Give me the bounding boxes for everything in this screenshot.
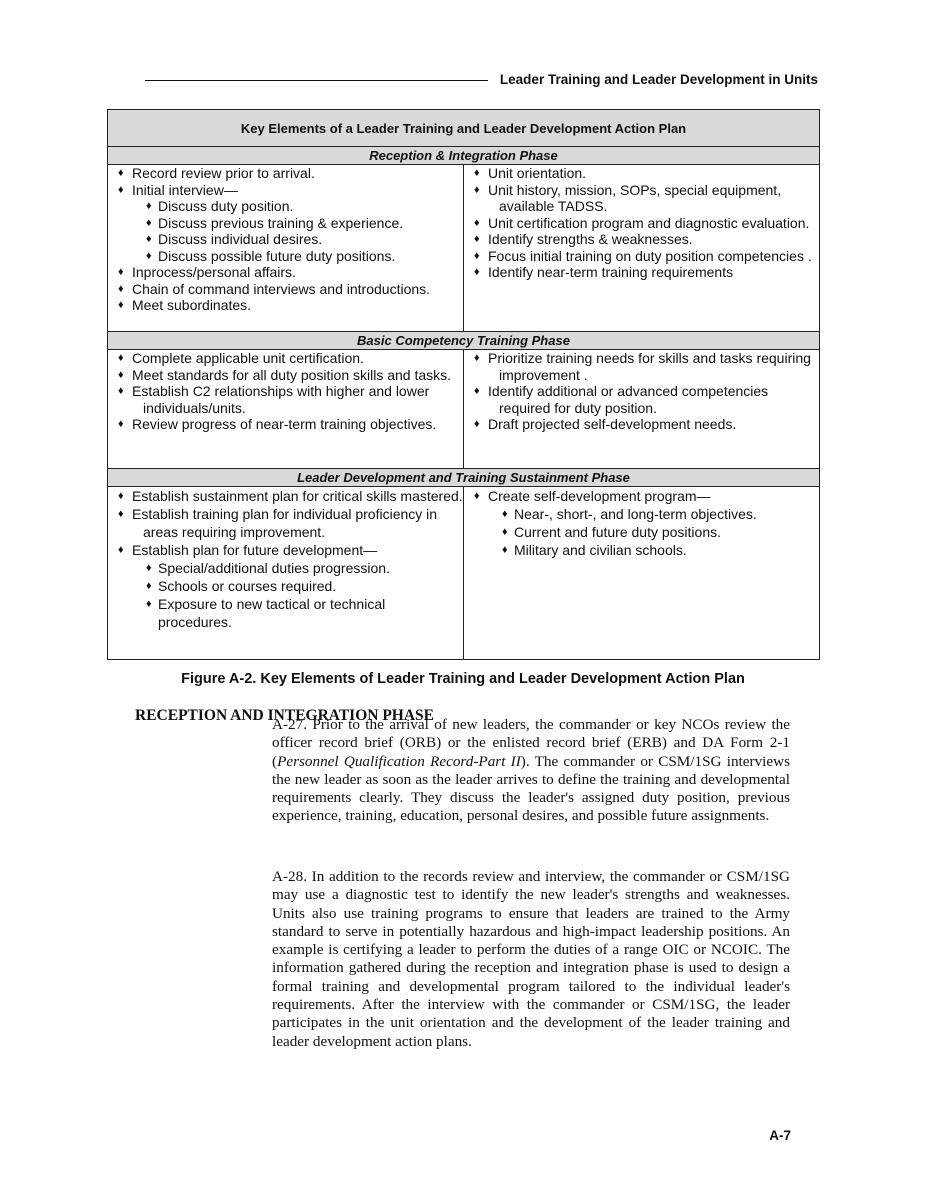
figure-caption: Figure A-2. Key Elements of Leader Training and Leader Development Action Plan <box>181 671 745 687</box>
list-item-text: Establish plan for future development— <box>132 542 378 558</box>
list-item-text: Create self-development program— <box>488 488 711 504</box>
list-item <box>108 487 463 505</box>
list-item-text: Discuss previous training & experience. <box>158 214 404 231</box>
phase-right-cell <box>464 350 820 469</box>
diamond-bullet-icon: ♦ <box>118 282 124 295</box>
diamond-bullet-icon: ♦ <box>118 352 124 364</box>
phase-left-cell <box>108 165 464 332</box>
list-item <box>464 541 819 559</box>
diamond-bullet-icon: ♦ <box>118 490 124 502</box>
list-item <box>464 182 819 215</box>
phase-right-cell <box>464 487 820 660</box>
diamond-bullet-icon: ♦ <box>118 385 124 397</box>
diamond-bullet-icon: ♦ <box>474 216 480 229</box>
phase-header: Reception & Integration Phase <box>108 147 820 165</box>
list-item-text: Unit certification program and diagnostic evaluation. <box>488 214 810 231</box>
paragraph-italic-text: Personnel Qualification Record-Part II <box>277 752 521 770</box>
diamond-bullet-icon: ♦ <box>118 266 124 278</box>
list-item <box>108 577 463 595</box>
list-item-text: Unit orientation. <box>488 165 587 181</box>
phase-header: Basic Competency Training Phase <box>108 332 820 350</box>
paragraph-text: A-28. In addition to the records review and interview, the commander or CSM/1SG may use a diagnostic test to identify the new leader's strengths and weaknesses. Units also use training programs to ensure that leaders are trained to the Army standard to serve in potentially hazardous and high-impact leadership positions. An example is certifying a leader to perform the duties of a range OIC or NCOIC. The information gathered during the reception and integration phase is used to design a formal training and developmental program tailored to the individual leader's requirements. After the interview with the commander or CSM/1SG, the leader participates in the unit orientation and the development of the leader training and leader development action plans. <box>272 868 790 1050</box>
diamond-bullet-icon: ♦ <box>474 490 480 502</box>
list-item-text: Identify near-term training requirements <box>488 264 734 280</box>
list-item <box>108 182 463 199</box>
diamond-bullet-icon: ♦ <box>474 249 480 262</box>
running-header: Leader Training and Leader Development in Units <box>499 72 818 87</box>
list-item <box>108 281 463 298</box>
diamond-bullet-icon: ♦ <box>474 418 480 430</box>
diamond-bullet-icon: ♦ <box>146 233 152 245</box>
phase-left-cell <box>108 350 464 469</box>
list-item <box>108 367 463 384</box>
list-item <box>464 231 819 248</box>
diamond-bullet-icon: ♦ <box>118 167 124 179</box>
list-item-text: Discuss possible future duty positions. <box>158 247 396 264</box>
list-item-text: Establish C2 relationships with higher and lower individuals/units. <box>132 383 430 416</box>
diamond-bullet-icon: ♦ <box>146 249 152 262</box>
list-item-text: Identify strengths & weaknesses. <box>488 231 693 247</box>
diamond-bullet-icon: ♦ <box>118 183 124 196</box>
section-heading: RECEPTION AND INTEGRATION PHASE <box>135 707 434 724</box>
list-item <box>464 248 819 265</box>
paragraph-a28 <box>272 868 790 1051</box>
list-item <box>108 297 463 314</box>
paragraph-text: A-27. Prior to the arrival of new leaders, the commander or key NCOs review the officer record brief (ORB) or the enlisted record brief (ERB) and DA Form 2-1 ( <box>272 716 790 770</box>
list-item <box>464 383 819 416</box>
diamond-bullet-icon: ♦ <box>474 266 480 278</box>
diamond-bullet-icon: ♦ <box>146 562 152 574</box>
diamond-bullet-icon: ♦ <box>118 544 124 556</box>
list-item <box>108 383 463 416</box>
list-item-text: Military and civilian schools. <box>514 542 687 558</box>
list-item <box>464 523 819 541</box>
list-item <box>108 264 463 281</box>
list-item-text: Inprocess/personal affairs. <box>132 264 296 280</box>
list-item-text: Record review prior to arrival. <box>132 165 315 181</box>
diamond-bullet-icon: ♦ <box>118 508 124 520</box>
list-item-text: Schools or courses required. <box>158 578 337 594</box>
diamond-bullet-icon: ♦ <box>474 352 480 364</box>
list-item <box>108 350 463 367</box>
list-item <box>464 416 819 433</box>
list-item <box>464 350 819 383</box>
list-item <box>108 416 463 433</box>
list-item-text: Draft projected self-development needs. <box>488 416 737 432</box>
diamond-bullet-icon: ♦ <box>146 216 152 229</box>
list-item-text: Special/additional duties progression. <box>158 560 390 576</box>
list-item-text: Unit history, mission, SOPs, special equipment, available TADSS. <box>488 181 782 214</box>
list-item-text: Exposure to new tactical or technical procedures. <box>158 596 386 630</box>
table-title: Key Elements of a Leader Training and Leader Development Action Plan <box>108 110 820 147</box>
diamond-bullet-icon: ♦ <box>118 299 124 311</box>
paragraph-a27 <box>272 716 790 826</box>
list-item-text: Establish training plan for individual proficiency in areas requiring improvement. <box>132 506 438 540</box>
diamond-bullet-icon: ♦ <box>474 385 480 397</box>
diamond-bullet-icon: ♦ <box>146 598 152 610</box>
list-item <box>108 215 463 232</box>
list-item-text: Near-, short-, and long-term objectives. <box>514 506 757 522</box>
list-item-text: Meet standards for all duty position skills and tasks. <box>132 366 452 383</box>
list-item <box>464 505 819 523</box>
action-plan-table <box>107 109 820 660</box>
diamond-bullet-icon: ♦ <box>146 580 152 592</box>
diamond-bullet-icon: ♦ <box>118 418 124 430</box>
diamond-bullet-icon: ♦ <box>146 200 152 212</box>
list-item <box>108 231 463 248</box>
list-item <box>464 165 819 182</box>
list-item <box>108 595 463 631</box>
page-number: A-7 <box>769 1128 791 1143</box>
list-item-text: Identify additional or advanced competencies required for duty position. <box>488 383 769 416</box>
paragraph-text: ). The commander or CSM/1SG interviews the new leader as soon as the leader arrives to define the training and developmental requirements clearly. They discuss the leader's assigned duty position, previous experience, training, education, personal desires, and possible future assignments. <box>272 752 790 825</box>
list-item-text: Complete applicable unit certification. <box>132 350 364 366</box>
list-item <box>464 487 819 505</box>
list-item <box>108 248 463 265</box>
phase-left-cell <box>108 487 464 660</box>
list-item-text: Current and future duty positions. <box>514 524 722 540</box>
list-item-text: Prioritize training needs for skills and tasks requiring improvement . <box>488 350 811 383</box>
list-item-text: Establish sustainment plan for critical skills mastered. <box>132 488 463 504</box>
phase-header: Leader Development and Training Sustainment Phase <box>108 469 820 487</box>
phase-right-cell <box>464 165 820 332</box>
list-item-text: Review progress of near-term training objectives. <box>132 416 437 432</box>
list-item <box>108 165 463 182</box>
list-item <box>464 264 819 281</box>
diamond-bullet-icon: ♦ <box>502 526 508 538</box>
list-item-text: Focus initial training on duty position competencies . <box>488 247 812 264</box>
list-item <box>108 198 463 215</box>
header-rule <box>145 80 488 81</box>
diamond-bullet-icon: ♦ <box>474 167 480 179</box>
diamond-bullet-icon: ♦ <box>118 368 124 381</box>
diamond-bullet-icon: ♦ <box>474 183 480 196</box>
list-item-text: Discuss individual desires. <box>158 231 323 247</box>
diamond-bullet-icon: ♦ <box>474 233 480 245</box>
list-item <box>108 541 463 559</box>
list-item <box>108 505 463 541</box>
list-item-text: Discuss duty position. <box>158 198 294 214</box>
list-item-text: Initial interview— <box>132 181 238 198</box>
list-item-text: Meet subordinates. <box>132 297 252 313</box>
diamond-bullet-icon: ♦ <box>502 544 508 556</box>
list-item-text: Chain of command interviews and introductions. <box>132 280 431 297</box>
diamond-bullet-icon: ♦ <box>502 508 508 520</box>
list-item <box>464 215 819 232</box>
list-item <box>108 559 463 577</box>
